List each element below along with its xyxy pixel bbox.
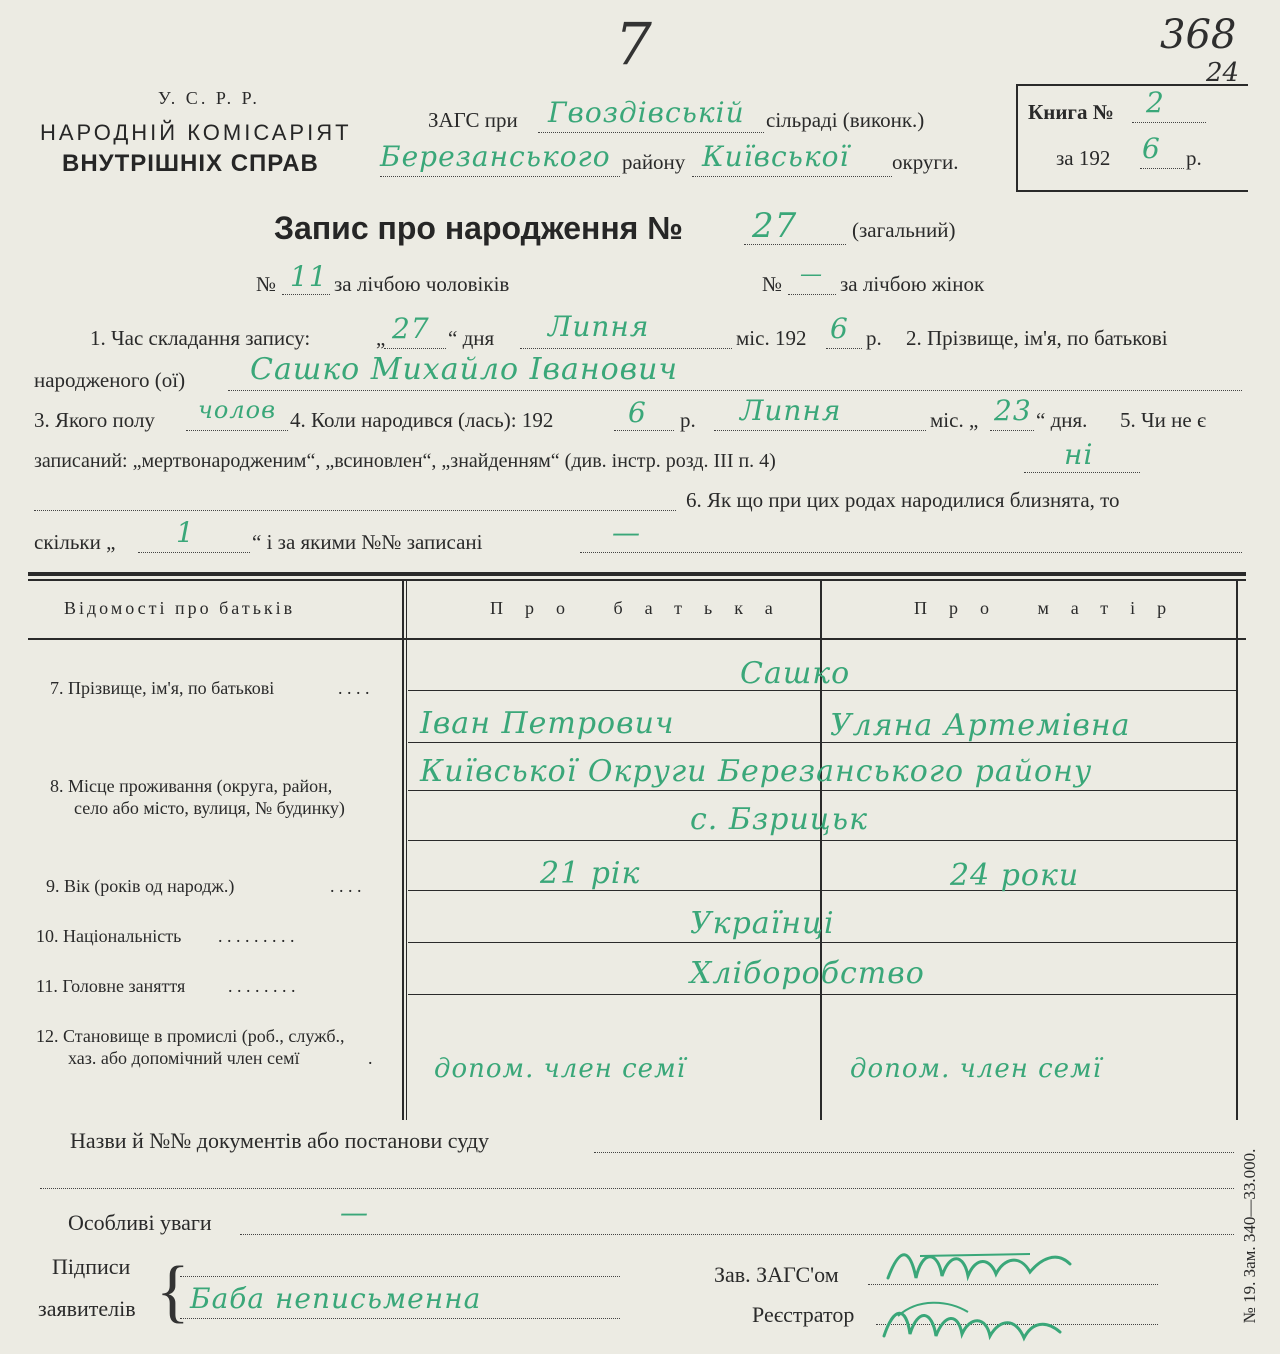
ministry-line2: ВНУТРІШНІХ СПРАВ — [62, 150, 319, 177]
field4-day-label: “ дня. — [1036, 408, 1088, 432]
women-count-prefix: № — [762, 272, 783, 296]
women-count-label: за лічбою жінок — [840, 272, 985, 296]
field6-label: 6. Як що при цих родах народилися близнята, то — [686, 488, 1120, 512]
men-count-value: 11 — [290, 260, 328, 293]
documents-label: Назви й №№ документів або постанови суду — [70, 1128, 490, 1153]
row11-shared-value: Хліборобство — [690, 956, 925, 991]
book-year-digit: 6 — [1142, 132, 1161, 165]
field1-day-label: “ дня — [448, 326, 495, 350]
zags-suffix: сільраді (виконк.) — [766, 108, 925, 132]
head-label: Зав. ЗАГС'ом — [714, 1262, 839, 1287]
row12-father-value: допом. член семї — [434, 1054, 686, 1084]
signatures-brace: { — [156, 1253, 190, 1330]
table-header-info: Відомості про батьків — [64, 598, 296, 618]
row11-dots: . . . . . . . . — [228, 976, 296, 996]
row8-label: 8. Місце проживання (округа, район, — [50, 776, 333, 796]
field1-month-value: Липня — [548, 310, 650, 343]
row10-label: 10. Національність — [36, 926, 182, 946]
field6-value2: — — [612, 516, 641, 549]
row7-mother-value: Уляна Артемівна — [830, 708, 1131, 743]
men-count-label: за лічбою чоловіків — [334, 272, 510, 296]
field1-year-suffix: р. — [866, 326, 882, 350]
registrar-label: Реєстратор — [752, 1302, 855, 1327]
book-number-value: 2 — [1146, 86, 1165, 119]
field4-day-value: 23 — [994, 394, 1032, 427]
field1-month-label: міс. 192 — [736, 326, 807, 350]
row9-label: 9. Вік (років од народж.) — [46, 876, 235, 896]
side-print-code: № 19. Зам. 340—33.000. — [1240, 1148, 1259, 1324]
record-title: Запис про народження № — [274, 210, 683, 246]
row7-label: 7. Прізвище, ім'я, по батькові — [50, 678, 275, 698]
field4-label: 4. Коли народився (лась): 192 — [290, 408, 554, 432]
field3-label: 3. Якого полу — [34, 408, 155, 432]
signatures-label2: заявителів — [38, 1296, 136, 1321]
row8-label2: село або місто, вулиця, № будинку) — [74, 798, 345, 818]
table-header-father: Про батька — [490, 598, 795, 618]
field4-month-value: Липня — [740, 394, 842, 427]
row10-shared-value: Українці — [690, 906, 835, 941]
signatures-label1: Підписи — [52, 1254, 131, 1279]
row12-label2: хаз. або допомічний член семї — [68, 1048, 300, 1068]
archive-page-number-alt: 24 — [1206, 58, 1240, 88]
field2-label: 2. Прізвище, ім'я, по батькові — [906, 326, 1168, 350]
field2-value: Сашко Михайло Іванович — [250, 352, 679, 387]
book-label: Книга № — [1028, 100, 1114, 124]
row9-mother-value: 24 роки — [950, 858, 1080, 893]
field5-label2: записаний: „мертвонародженим“, „всиновлен“, „знайденням“ (див. інстр. розд. ІІІ п. 4) — [34, 450, 776, 472]
field1-day-value: 27 — [392, 312, 430, 345]
row7-shared-value: Сашко — [740, 656, 851, 691]
field1-day-open: „ — [376, 326, 386, 350]
archive-page-number: 368 — [1160, 12, 1237, 58]
registrar-signature-scribble — [878, 1292, 1068, 1352]
district-value: Березанського — [380, 140, 611, 173]
ministry-line1: НАРОДНІЙ КОМІСАРІЯТ — [40, 120, 352, 145]
book-year-suffix: р. — [1186, 146, 1202, 170]
field5-label: 5. Чи не є — [1120, 408, 1206, 432]
table-header-mother: Про матір — [914, 598, 1189, 618]
row11-label: 11. Головне заняття — [36, 976, 186, 996]
republic-label: У. С. Р. Р. — [158, 88, 260, 108]
sheet-mark: 7 — [615, 10, 652, 78]
record-number-value: 27 — [752, 206, 798, 246]
row12-dots: . — [368, 1048, 373, 1068]
row7-dots: . . . . — [338, 678, 370, 698]
row9-dots: . . . . — [330, 876, 362, 896]
women-count-value: — — [800, 262, 823, 287]
district-label: району — [622, 150, 686, 174]
row8-shared-value2: с. Бзрицьк — [690, 802, 868, 837]
row7-father-value: Іван Петрович — [420, 706, 675, 741]
record-title-suffix: (загальний) — [852, 218, 956, 242]
field6-value: 1 — [176, 516, 195, 549]
field1-label: 1. Час складання запису: — [90, 326, 311, 350]
field5-value: ні — [1064, 438, 1094, 471]
head-signature-scribble — [880, 1238, 1080, 1294]
row12-label: 12. Становище в промислі (роб., служб., — [36, 1026, 345, 1046]
zags-prefix: ЗАГС при — [428, 108, 518, 132]
men-count-prefix: № — [256, 272, 277, 296]
field4-month-label: міс. „ — [930, 408, 979, 432]
field4-year-suffix: р. — [680, 408, 696, 432]
row9-father-value: 21 рік — [540, 856, 641, 891]
notes-label: Особливі уваги — [68, 1210, 212, 1235]
book-year-prefix: за 192 — [1056, 146, 1111, 170]
signatures-value: Баба неписьменна — [190, 1282, 482, 1315]
row8-shared-value: Київської Округи Березанського району — [420, 754, 1093, 789]
field1-year-value: 6 — [830, 312, 849, 345]
row12-mother-value: допом. член семї — [850, 1054, 1102, 1084]
notes-value: — — [340, 1196, 369, 1229]
zags-village-value: Гвоздівській — [548, 96, 745, 129]
okrug-label: округи. — [892, 150, 959, 174]
row10-dots: . . . . . . . . . — [218, 926, 295, 946]
field6-label2a: скільки „ — [34, 530, 116, 554]
field3-value: чолов — [198, 396, 277, 424]
field6-label2b: “ і за якими №№ записані — [252, 530, 483, 554]
field4-year-value: 6 — [628, 396, 647, 429]
field2-label2: народженого (ої) — [34, 368, 186, 392]
okrug-value: Київської — [702, 140, 850, 173]
